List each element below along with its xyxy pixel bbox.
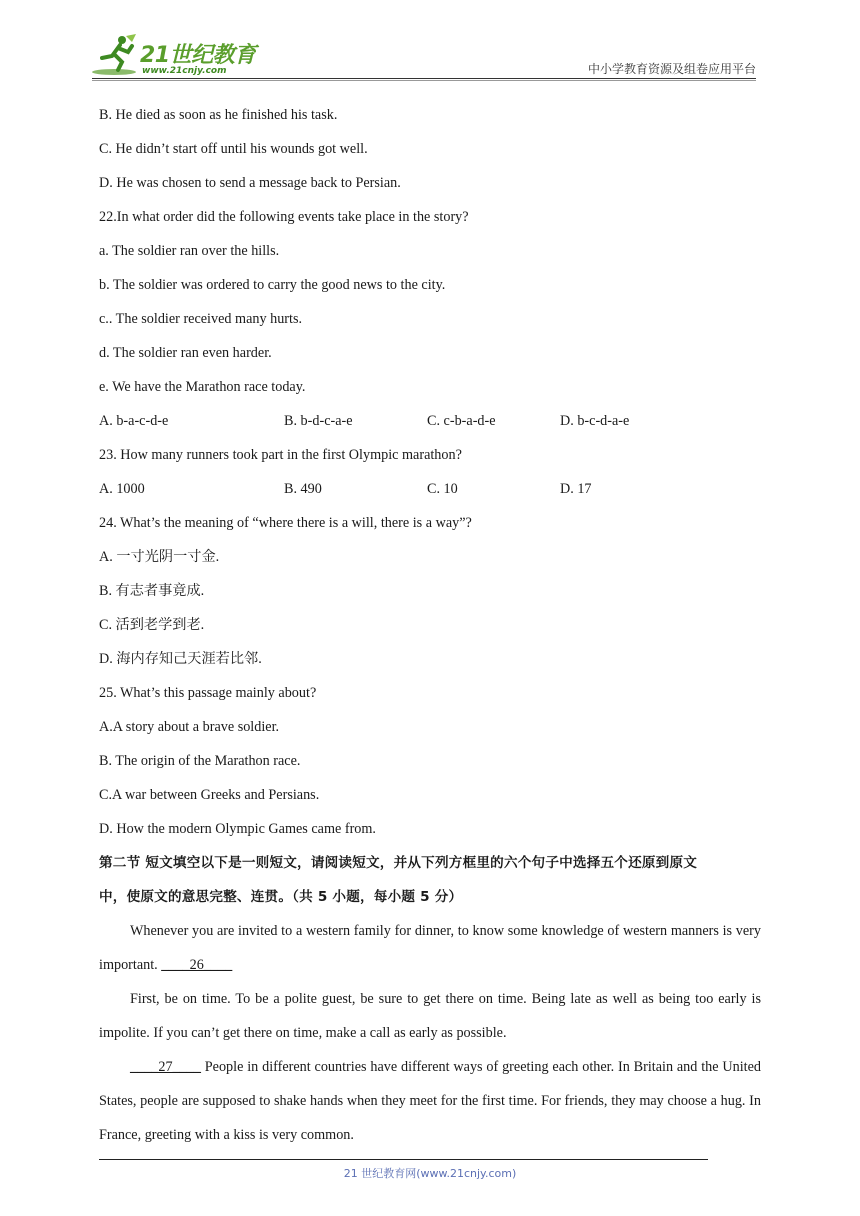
question-22: 22.In what order did the following events take place in the story? xyxy=(99,209,469,225)
event-b: b. The soldier was ordered to carry the good news to the city. xyxy=(99,277,446,293)
platform-title: 中小学教育资源及组卷应用平台 xyxy=(587,62,756,76)
blank-27: ____27____ xyxy=(130,1059,201,1075)
question-23-option-d: D. 17 xyxy=(560,481,592,497)
passage-paragraph-1 xyxy=(99,914,761,982)
page-header xyxy=(92,30,756,80)
question-25-option-c: C.A war between Greeks and Persians. xyxy=(99,787,320,803)
question-24-option-a: A. 一寸光阴一寸金. xyxy=(99,549,220,565)
logo-url: www.21cnjy.com xyxy=(142,66,227,76)
paragraph-1-text: Whenever you are invited to a western family for dinner, to know some knowledge of western manners is very important. xyxy=(99,923,761,973)
question-22-option-a: A. b-a-c-d-e xyxy=(99,413,169,429)
question-22-option-d: D. b-c-d-a-e xyxy=(560,413,630,429)
site-logo xyxy=(92,32,262,80)
question-25-option-b: B. The origin of the Marathon race. xyxy=(99,753,301,769)
runner-logo-icon xyxy=(92,32,142,78)
event-e: e. We have the Marathon race today. xyxy=(99,379,306,395)
event-a: a. The soldier ran over the hills. xyxy=(99,243,280,259)
logo-text: 21世纪教育 xyxy=(140,43,256,68)
question-22-option-c: C. c-b-a-d-e xyxy=(427,413,496,429)
question-23: 23. How many runners took part in the first Olympic marathon? xyxy=(99,447,462,463)
header-divider-thin xyxy=(92,80,756,81)
question-24-option-b: B. 有志者事竟成. xyxy=(99,583,205,599)
question-24-option-d: D. 海内存知己天涯若比邻. xyxy=(99,651,262,667)
question-23-options xyxy=(99,477,761,511)
event-d: d. The soldier ran even harder. xyxy=(99,345,272,361)
question-21-option-d: D. He was chosen to send a message back to Persian. xyxy=(99,175,401,191)
paragraph-2-text: First, be on time. To be a polite guest, be sure to get there on time. Being late as well as being too early is impolite. If you can’t get there on time, make a call as early as possible. xyxy=(99,991,761,1041)
question-25-option-a: A.A story about a brave soldier. xyxy=(99,719,280,735)
question-21-option-c: C. He didn’t start off until his wounds got well. xyxy=(99,141,368,157)
question-23-option-c: C. 10 xyxy=(427,481,458,497)
question-24-option-c: C. 活到老学到老. xyxy=(99,617,205,633)
question-23-option-b: B. 490 xyxy=(284,481,322,497)
question-22-option-b: B. b-d-c-a-e xyxy=(284,413,353,429)
question-21-option-b: B. He died as soon as he finished his task. xyxy=(99,107,338,123)
blank-26: ____26____ xyxy=(161,957,233,973)
document-body xyxy=(99,103,761,1152)
paragraph-3-text: People in different countries have different ways of greeting each other. In Britain and the United States, people are supposed to shake hands when they meet for the first time. For friends, they may choose a hug. In France, greeting with a kiss is very common. xyxy=(99,1059,761,1143)
footer-source: 21 世纪教育网(www.21cnjy.com) xyxy=(343,1167,517,1180)
event-c: c.. The soldier received many hurts. xyxy=(99,311,303,327)
section-2-heading-line-2: 中，使原文的意思完整、连贯。（共 5 小题，每小题 5 分） xyxy=(99,889,463,905)
question-24: 24. What’s the meaning of “where there is a will, there is a way”? xyxy=(99,515,472,531)
question-23-option-a: A. 1000 xyxy=(99,481,145,497)
question-25: 25. What’s this passage mainly about? xyxy=(99,685,317,701)
question-22-options xyxy=(99,409,761,443)
passage-paragraph-3 xyxy=(99,1050,761,1152)
footer-divider xyxy=(99,1159,708,1160)
passage-paragraph-2 xyxy=(99,982,761,1050)
question-25-option-d: D. How the modern Olympic Games came from. xyxy=(99,821,376,837)
header-divider xyxy=(92,78,756,79)
section-2-heading-line-1: 第二节 短文填空以下是一则短文，请阅读短文，并从下列方框里的六个句子中选择五个还原到原文 xyxy=(99,855,698,871)
